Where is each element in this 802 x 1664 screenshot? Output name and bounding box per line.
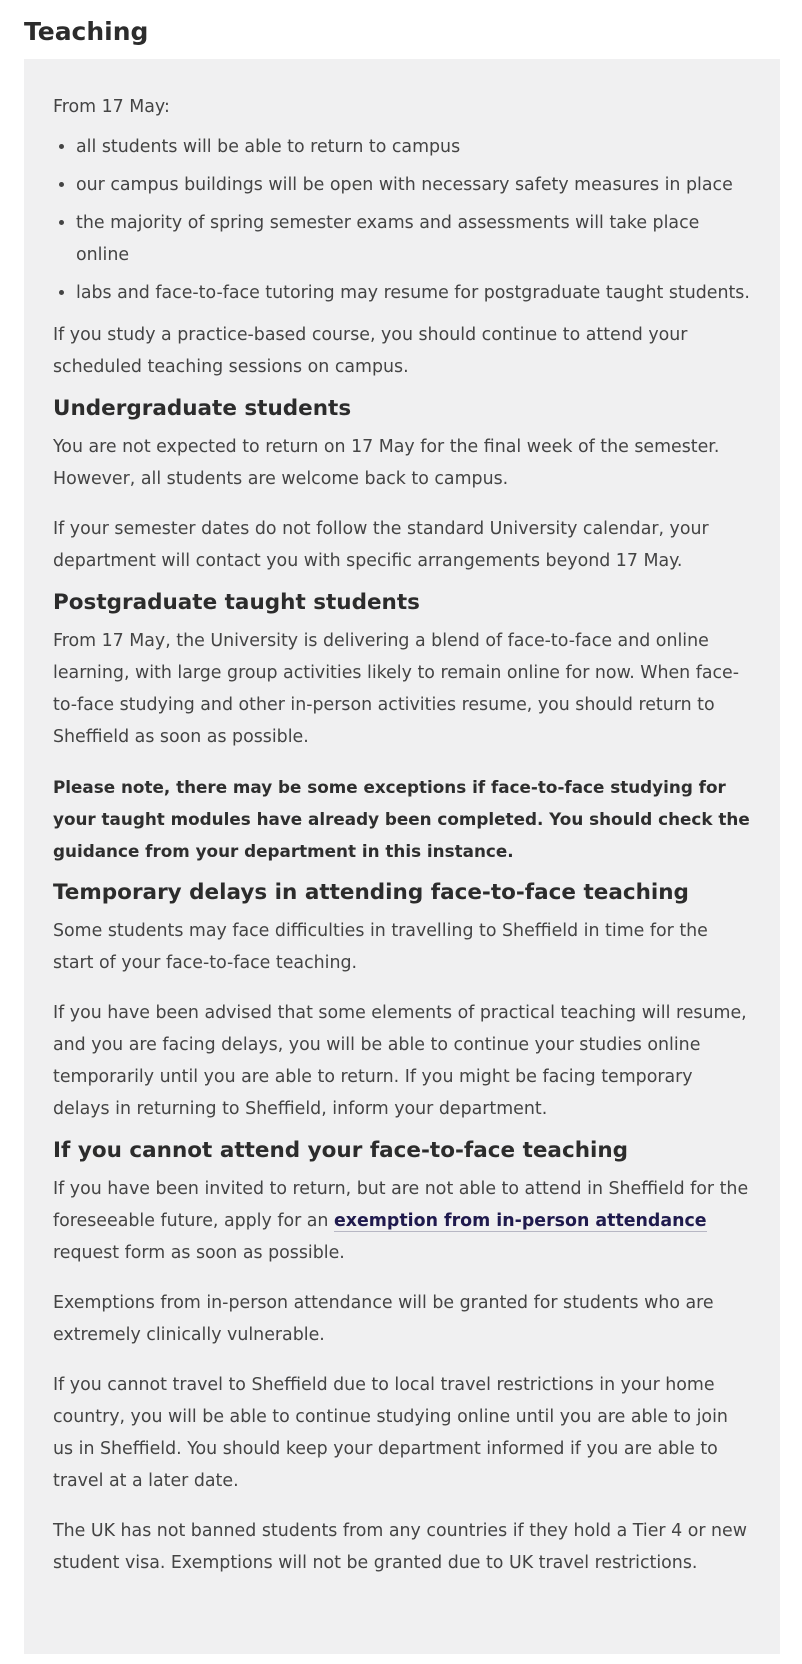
postgraduate-paragraph-1: From 17 May, the University is delivering a blend of face-to-face and online learning, with large group activities likely to remain online for now. When face-to-face studying and other in-person activities resume, you should return to Sheffield as soon as possible. [53,631,740,747]
cannot-attend-paragraph-4: The UK has not banned students from any countries if they hold a Tier 4 or new student visa. Exemptions will not be granted due to UK travel restrictions. [53,1521,747,1573]
list-item: • the majority of spring semester exams and assessments will take place online [76,207,752,271]
delays-paragraph-2: If you have been advised that some elements of practical teaching will resume, and you are facing delays, you will be able to continue your studies online temporarily until you are able to return. If you might be facing temporary delays in returning to Sheffield, inform your department. [53,1003,747,1119]
cannot-attend-heading: If you cannot attend your face-to-face teaching [53,1138,629,1163]
cannot-attend-text-after: request form as soon as possible. [53,1243,345,1263]
intro-lead: From 17 May: [53,97,170,117]
cannot-attend-paragraph-2: Exemptions from in-person attendance will be granted for students who are extremely clinically vulnerable. [53,1293,714,1345]
delays-heading: Temporary delays in attending face-to-face teaching [53,880,689,905]
cannot-attend-paragraph-1 [53,1173,752,1269]
delays-paragraph-1: Some students may face difficulties in travelling to Sheffield in time for the start of your face-to-face teaching. [53,921,708,973]
teaching-panel [24,59,780,1654]
exemption-link[interactable]: exemption from in-person attendance [333,1211,707,1231]
undergraduate-paragraph-2: If your semester dates do not follow the standard University calendar, your department will contact you with specific arrangements beyond 17 May. [53,519,709,571]
practice-based-paragraph: If you study a practice-based course, you should continue to attend your scheduled teaching sessions on campus. [53,325,688,377]
undergraduate-paragraph-1: You are not expected to return on 17 May for the final week of the semester. However, all students are welcome back to campus. [53,437,720,489]
list-item: • all students will be able to return to campus [76,131,752,163]
page-title: Teaching [24,17,149,46]
cannot-attend-text-before: If you have been invited to return, but are not able to attend in Sheffield for the foreseeable future, apply for an [53,1179,749,1231]
postgraduate-note: Please note, there may be some exceptions if face-to-face studying for your taught modules have already been completed. You should check the guidance from your department in this instance. [53,777,750,861]
cannot-attend-paragraph-3: If you cannot travel to Sheffield due to local travel restrictions in your home country, you will be able to continue studying online until you are able to join us in Sheffield. You should keep your department informed if you are able to travel at a later date. [53,1375,728,1491]
list-item: • our campus buildings will be open with necessary safety measures in place [76,169,752,201]
list-item: • labs and face-to-face tutoring may resume for postgraduate taught students. [76,277,752,309]
intro-bullet-list [53,131,752,309]
undergraduate-heading: Undergraduate students [53,396,352,421]
postgraduate-heading: Postgraduate taught students [53,590,420,615]
